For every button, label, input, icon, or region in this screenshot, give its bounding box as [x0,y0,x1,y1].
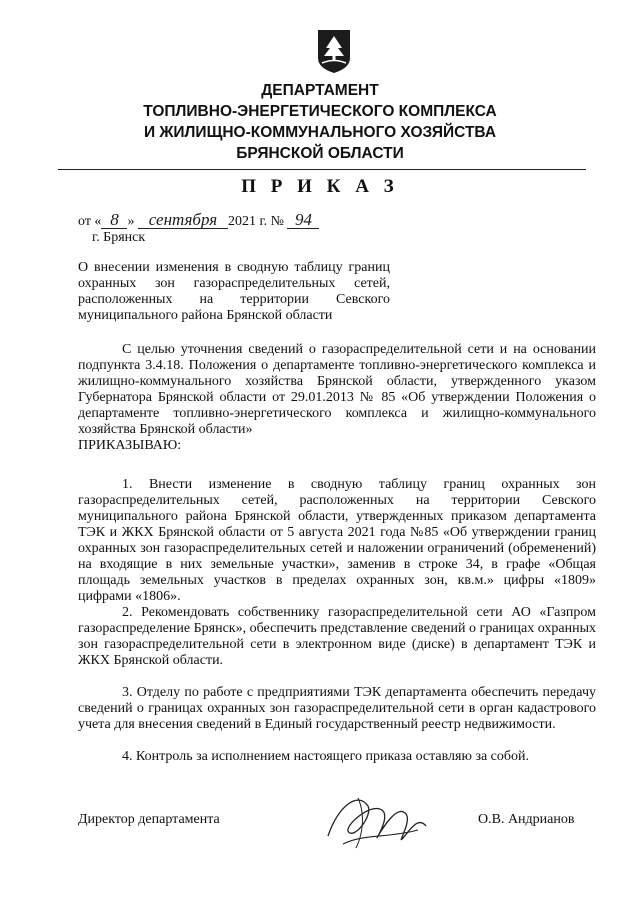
department-header-line-4: БРЯНСКОЙ ОБЛАСТИ [236,145,404,162]
date-day: 8 [101,212,127,229]
order-item-3: 3. Отделу по работе с предприятиями ТЭК департамента обеспечить передачу сведений о границах охранных зон газораспределительной сети в орган кадастрового учета для внесения сведений в Единый государственный реестр недвижимости. [78,685,596,732]
date-mid: » [127,214,135,229]
date-month: сентября [138,212,228,229]
date-prefix: от « [78,214,102,229]
department-header-line-1: ДЕПАРТАМЕНТ [261,82,379,99]
preamble-paragraph: С целью уточнения сведений о газораспределительной сети и на основании подпункта 3.4.18. Положения о департаменте топливно-энергетического комплекса и жилищно-коммунального хозяйства Брянской области, утвержденного указом Губернатора Брянской области от 29.01.2013 № 85 «Об утверждении Положения о департаменте топливно-энергетического комплекса и жилищно-коммунального хозяйства Брянской области» [78,342,596,437]
order-item-1: 1. Внести изменение в сводную таблицу границ охранных зон газораспределительных сетей, расположенных на территории Севского муниципального района Брянской области, утвержденных приказом департамента ТЭК и ЖКХ Брянской области от 5 августа 2021 года №85 «Об утверждении границ охранных зон газораспределительных сетей и наложении ограничений (обременений) на входящие в них земельные участки», заменив в строке 34, в графе «Общая площадь земельных участков в пределах охранных зон, кв.м.» цифры «1809» цифрами «1806». [78,477,596,604]
order-word: ПРИКАЗЫВАЮ: [78,438,182,453]
handwritten-signature [318,786,438,856]
header-divider [58,169,586,170]
order-number: 94 [287,212,319,229]
coat-of-arms-emblem [314,28,354,74]
date-line [78,212,319,230]
signatory-title: Директор департамента [78,812,220,827]
order-item-4: 4. Контроль за исполнением настоящего приказа оставляю за собой. [122,749,530,764]
order-item-2: 2. Рекомендовать собственнику газораспределительной сети АО «Газпром газораспределение Брянск», обеспечить представление сведений о границах охранных зон газораспределительной сети в электронном виде (диске) в департамент ТЭК и ЖКХ Брянской области. [78,605,596,668]
number-label: № [270,214,284,229]
city: г. Брянск [92,230,146,245]
department-header-line-3: И ЖИЛИЩНО-КОММУНАЛЬНОГО ХОЗЯЙСТВА [143,124,497,141]
date-year: 2021 г. [227,214,268,229]
signatory-name: О.В. Андрианов [478,812,575,827]
department-header-line-2: ТОПЛИВНО-ЭНЕРГЕТИЧЕСКОГО КОМПЛЕКСА [143,103,497,120]
document-type-title: П Р И К А З [241,176,399,197]
order-subject: О внесении изменения в сводную таблицу границ охранных зон газораспределительных сетей, расположенных на территории Севского муниципального района Брянской области [78,260,390,323]
